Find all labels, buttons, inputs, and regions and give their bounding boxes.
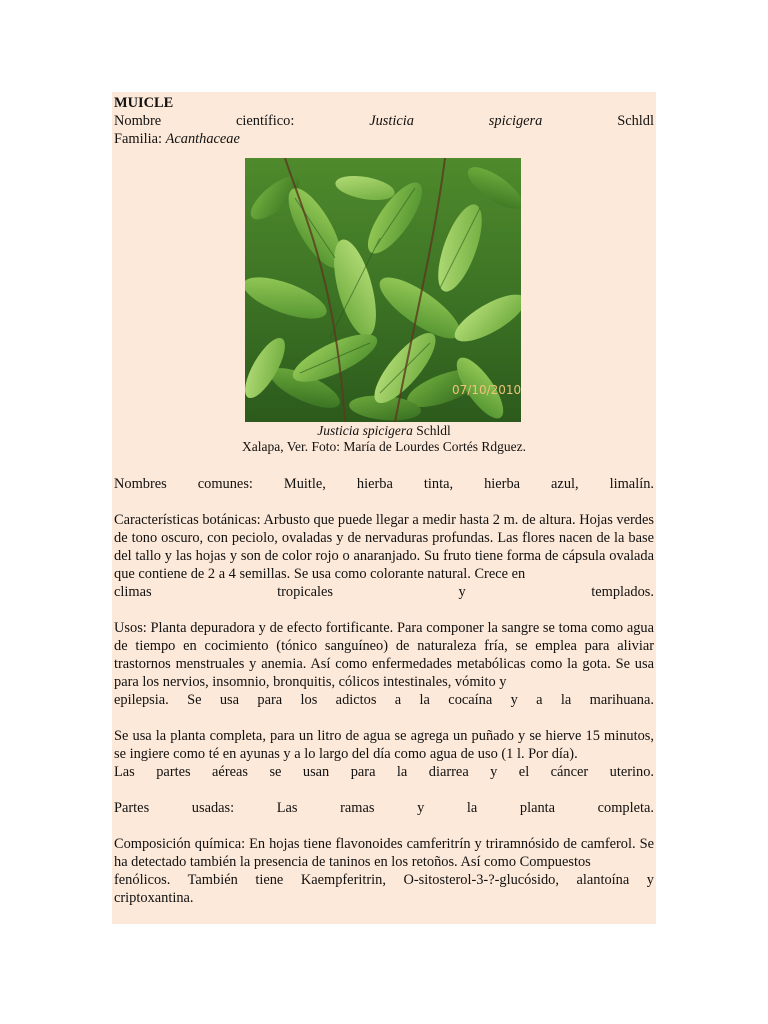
document-title: MUICLE: [114, 95, 174, 111]
botanical-last-line: climas tropicales y templados.: [114, 584, 654, 600]
family-name: Acanthaceae: [165, 131, 240, 147]
uses-last-line: epilepsia. Se usa para los adictos a la cocaína y a la marihuana.: [114, 692, 654, 708]
plant-figure: [114, 158, 654, 422]
spacer: [114, 493, 654, 511]
composition-paragraph: [114, 835, 654, 907]
scientific-label: Nombre: [114, 113, 162, 129]
plant-photo-image: [245, 158, 521, 422]
common-names-paragraph: Nombres comunes: Muitle, hierba tinta, hierba azul, limalín.: [114, 476, 654, 492]
spacer: [114, 781, 654, 799]
caption-species: Justicia spicigera: [317, 423, 413, 438]
document-content: [114, 94, 654, 907]
scientific-genus: Justicia: [369, 113, 414, 129]
uses-text: Usos: Planta depuradora y de efecto fortificante. Para componer la sangre se toma como agua de tiempo en cocimiento (tónico sanguíneo) de naturaleza fría, se emplea para aliviar trastornos menstruales y anemia. Así como enfermedades metabólicas como la gota. Se usa para los nervios, insomnio, bronquitis, cólicos intestinales, vómito y: [114, 620, 654, 690]
preparation-paragraph: [114, 727, 654, 781]
plant-photo: [245, 158, 521, 422]
composition-line-3: criptoxantina.: [114, 890, 194, 906]
composition-line-2: fenólicos. También tiene Kaempferitrin, O-sitosterol-3-?-glucósido, alantoína y: [114, 872, 654, 888]
family-line: [114, 130, 654, 148]
botanical-text: Características botánicas: Arbusto que puede llegar a medir hasta 2 m. de altura. Hojas verdes de tono oscuro, con peciolo, ovaladas y de nervaduras profundas. Las flores nacen de la base del tallo y las hojas y son de color rojo o anaranjado. Su fruto tiene forma de cápsula ovalada que contiene de 2 a 4 semillas. Se usa como colorante natural. Crece en: [114, 512, 654, 582]
document-sheet: [112, 92, 656, 924]
spacer: [114, 817, 654, 835]
photo-date-stamp: 07/10/2010: [452, 383, 521, 397]
photo-caption-line-1: [114, 423, 654, 439]
scientific-name-line: [114, 112, 654, 130]
spacer: [114, 709, 654, 727]
scientific-label-2: científico:: [236, 113, 295, 129]
scientific-author: Schldl: [617, 113, 654, 129]
preparation-text: Se usa la planta completa, para un litro de agua se agrega un puñado y se hierve 15 minutos, se ingiere como té en ayunas y a lo largo del día como agua de uso (1 l. Por día).: [114, 728, 654, 762]
photo-caption-line-2: Xalapa, Ver. Foto: María de Lourdes Cortés Rdguez.: [242, 439, 526, 454]
caption-author: Schldl: [416, 423, 451, 438]
botanical-paragraph: [114, 511, 654, 601]
composition-text: Composición química: En hojas tiene flavonoides camferitrín y triramnósido de camferol. Se ha detectado también la presencia de taninos en los retoños. Así como Compuestos: [114, 836, 654, 870]
uses-paragraph: [114, 619, 654, 709]
scientific-species-group: [489, 113, 654, 129]
preparation-last-line: Las partes aéreas se usan para la diarrea y el cáncer uterino.: [114, 764, 654, 780]
family-label: Familia:: [114, 131, 162, 147]
parts-used-paragraph: Partes usadas: Las ramas y la planta completa.: [114, 800, 654, 816]
spacer: [114, 455, 654, 475]
scientific-species: spicigera: [488, 113, 543, 129]
spacer: [114, 601, 654, 619]
